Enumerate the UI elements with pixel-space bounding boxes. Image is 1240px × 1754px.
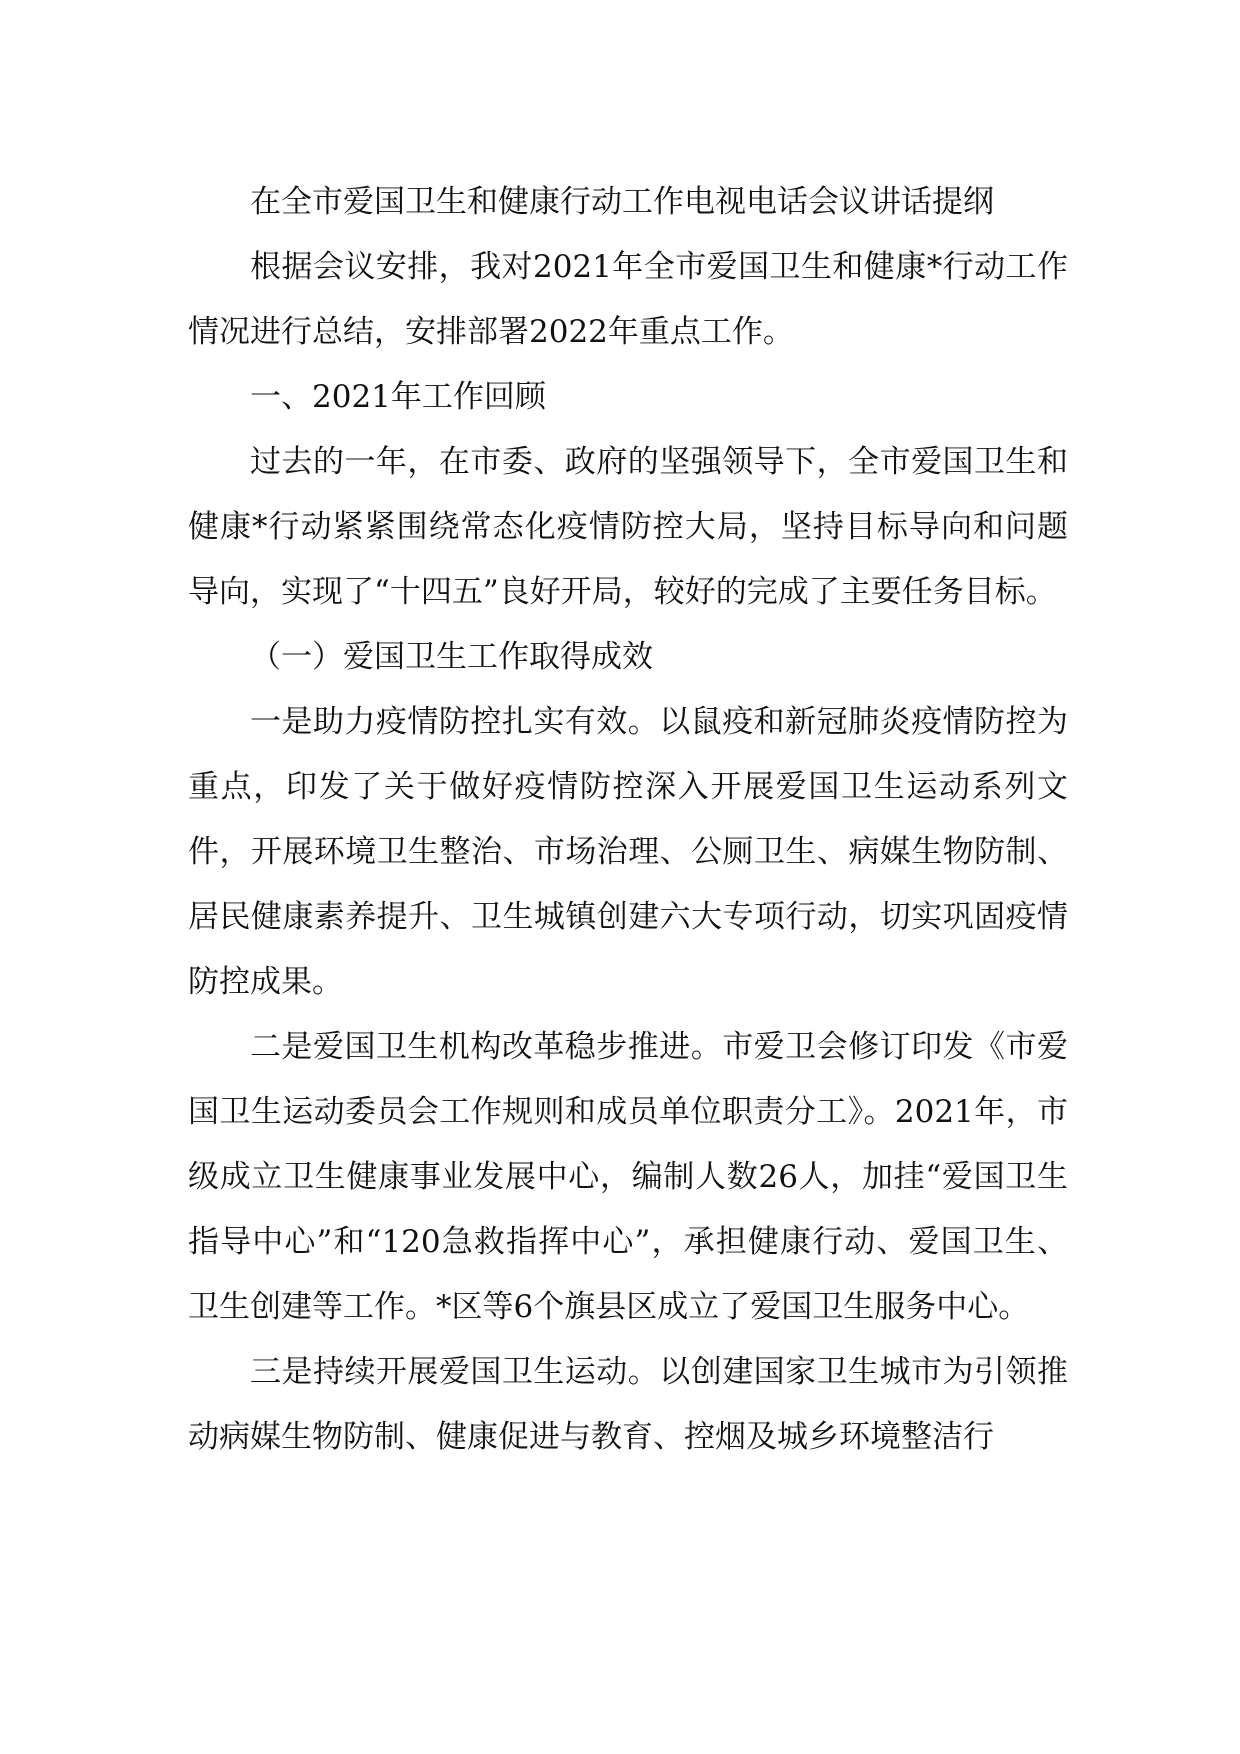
section-heading-review: 一、2021年工作回顾 (250, 379, 546, 415)
paragraph-intro: 根据会议安排，我对2021年全市爱国卫生和健康*行动工作情况进行总结，安排部署2022年重点工作。 (188, 249, 1068, 350)
paragraph-point-one: 一是助力疫情防控扎实有效。以鼠疫和新冠肺炎疫情防控为重点，印发了关于做好疫情防控深入开展爱国卫生运动系列文件，开展环境卫生整治、市场治理、公厕卫生、病媒生物防制、居民健康素养提升、卫生城镇创建六大专项行动，切实巩固疫情防控成果。 (188, 704, 1068, 1000)
document-title: 在全市爱国卫生和健康行动工作电视电话会议讲话提纲 (250, 184, 994, 220)
paragraph-point-two: 二是爱国卫生机构改革稳步推进。市爱卫会修订印发《市爱国卫生运动委员会工作规则和成员单位职责分工》。2021年，市级成立卫生健康事业发展中心，编制人数26人，加挂“爱国卫生指导中心”和“120急救指挥中心”，承担健康行动、爱国卫生、卫生创建等工作。*区等6个旗县区成立了爱国卫生服务中心。 (188, 1029, 1068, 1325)
document-page (188, 170, 1068, 1470)
paragraph-point-three: 三是持续开展爱国卫生运动。以创建国家卫生城市为引领推动病媒生物防制、健康促进与教育、控烟及城乡环境整洁行 (188, 1354, 1068, 1455)
paragraph-overview: 过去的一年，在市委、政府的坚强领导下，全市爱国卫生和健康*行动紧紧围绕常态化疫情防控大局，坚持目标导向和问题导向，实现了“十四五”良好开局，较好的完成了主要任务目标。 (188, 444, 1068, 610)
subsection-heading-patriotic-health: （一）爱国卫生工作取得成效 (250, 639, 653, 675)
